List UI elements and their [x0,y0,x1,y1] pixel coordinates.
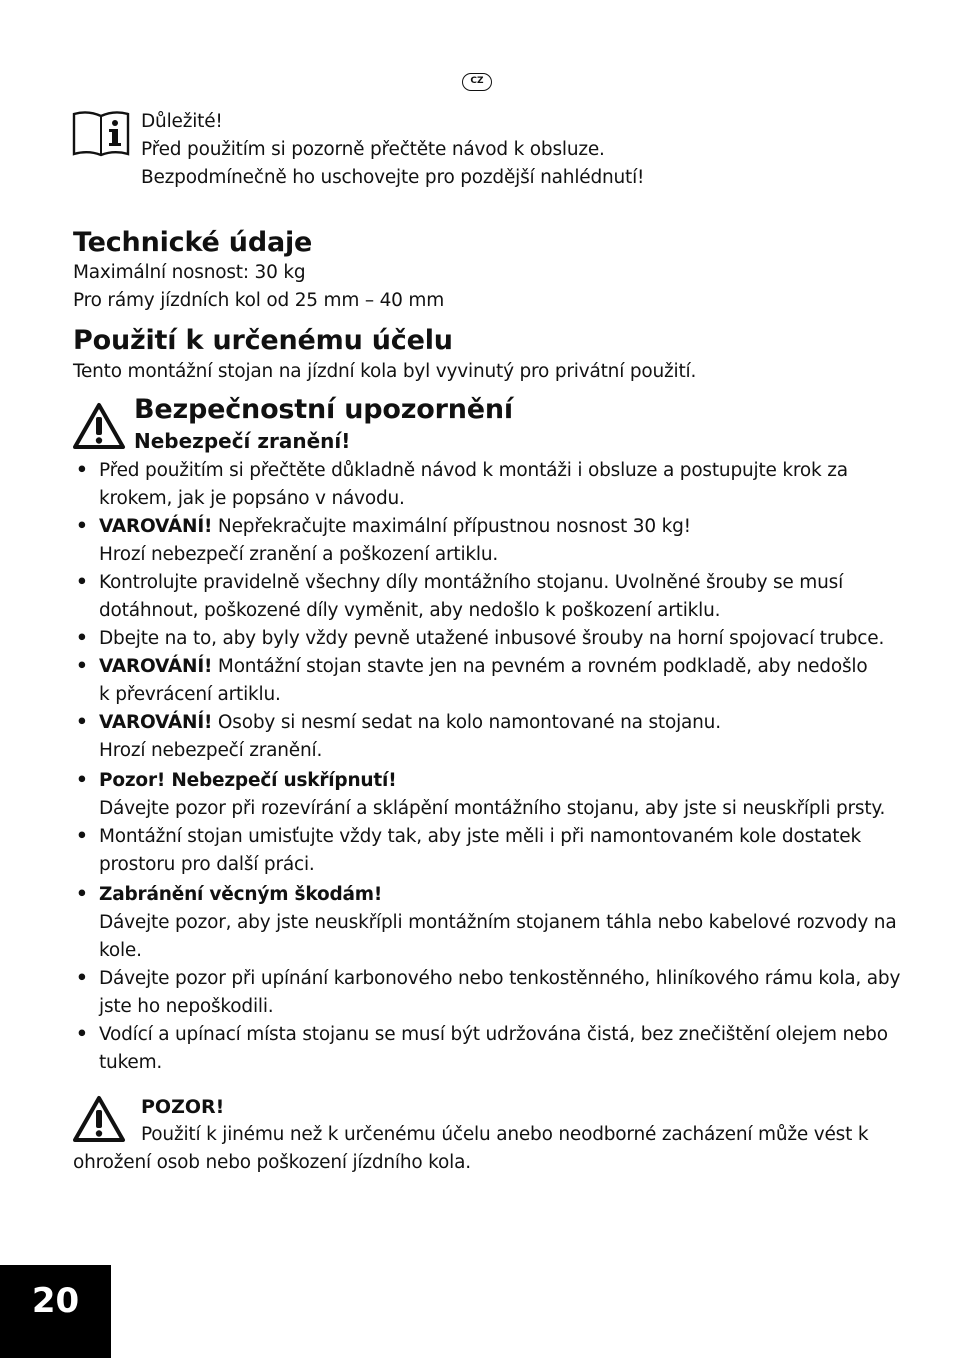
caution-line-2: ohrožení osob nebo poškození jízdního kola. [73,1152,471,1173]
warning-triangle-icon [72,402,126,450]
caution-line-1: Použití k jinému než k určenému účelu anebo neodborné zacházení může vést k [141,1124,869,1145]
caution-title: POZOR! [141,1096,225,1118]
page-number: 20 [0,1265,111,1358]
safety-item: • Vodící a upínací místa stojanu se musí být udržována čistá, bez znečištění olejem nebo tukem. [73,1021,913,1077]
important-note [141,108,921,192]
warning-triangle-icon [72,1095,126,1143]
important-line: Před použitím si pozorně přečtěte návod k obsluze. [141,139,605,160]
tech-line: Maximální nosnost: 30 kg [73,262,306,283]
warning-label: VAROVÁNÍ! [99,712,213,733]
warning-label: VAROVÁNÍ! [99,656,213,677]
safety-item: • Montážní stojan umisťujte vždy tak, aby jste měli i při namontovaném kole dostatek prostoru pro další práci. [73,823,913,879]
tech-line: Pro rámy jízdních kol od 25 mm – 40 mm [73,290,445,311]
tech-heading: Technické údaje [73,227,313,258]
purpose-heading: Použití k určenému účelu [73,325,453,356]
safety-item: • Dbejte na to, aby byly vždy pevně utažené inbusové šrouby na horní spojovací trubce. [73,625,913,653]
tech-details [73,259,893,315]
safety-item: • VAROVÁNÍ! Osoby si nesmí sedat na kolo namontované na stojanu. Hrozí nebezpečí zranění. [73,709,913,765]
safety-item: • Dávejte pozor při upínání karbonového nebo tenkostěnného, hliníkového rámu kola, aby jste ho nepoškodili. [73,965,913,1021]
caution-label: Pozor! Nebezpečí uskřípnutí! [99,770,397,791]
safety-subheading: Nebezpečí zranění! [134,429,351,453]
warning-label: VAROVÁNÍ! [99,516,213,537]
safety-item: • Pozor! Nebezpečí uskřípnutí! Dávejte pozor při rozevírání a sklápění montážního stojanu, aby jste si neuskřípli prsty. [73,767,913,823]
property-damage-label: Zabránění věcným škodám! [99,884,383,905]
important-title: Důležité! [141,111,223,132]
safety-list [73,457,913,1077]
language-badge: CZ [462,73,492,91]
important-line: Bezpodmínečně ho uschovejte pro pozdější nahlédnutí! [141,167,645,188]
safety-item: • VAROVÁNÍ! Nepřekračujte maximální přípustnou nosnost 30 kg! Hrozí nebezpečí zranění a poškození artiklu. [73,513,913,569]
safety-item: • Zabránění věcným škodám! Dávejte pozor, aby jste neuskřípli montážním stojanem táhla nebo kabelové rozvody na kole. [73,881,913,965]
purpose-text: Tento montážní stojan na jízdní kola byl vyvinutý pro privátní použití. [73,361,697,382]
safety-item: • Kontrolujte pravidelně všechny díly montážního stojanu. Uvolněné šrouby se musí dotáhnout, poškozené díly vyměnit, aby nedošlo k poškození artiklu. [73,569,913,625]
manual-info-icon [72,108,130,158]
safety-item: • VAROVÁNÍ! Montážní stojan stavte jen na pevném a rovném podkladě, aby nedošlo k převrácení artiklu. [73,653,913,709]
safety-item: • Před použitím si přečtěte důkladně návod k montáži i obsluze a postupujte krok za krokem, jak je popsáno v návodu. [73,457,913,513]
safety-heading: Bezpečnostní upozornění [134,394,513,425]
